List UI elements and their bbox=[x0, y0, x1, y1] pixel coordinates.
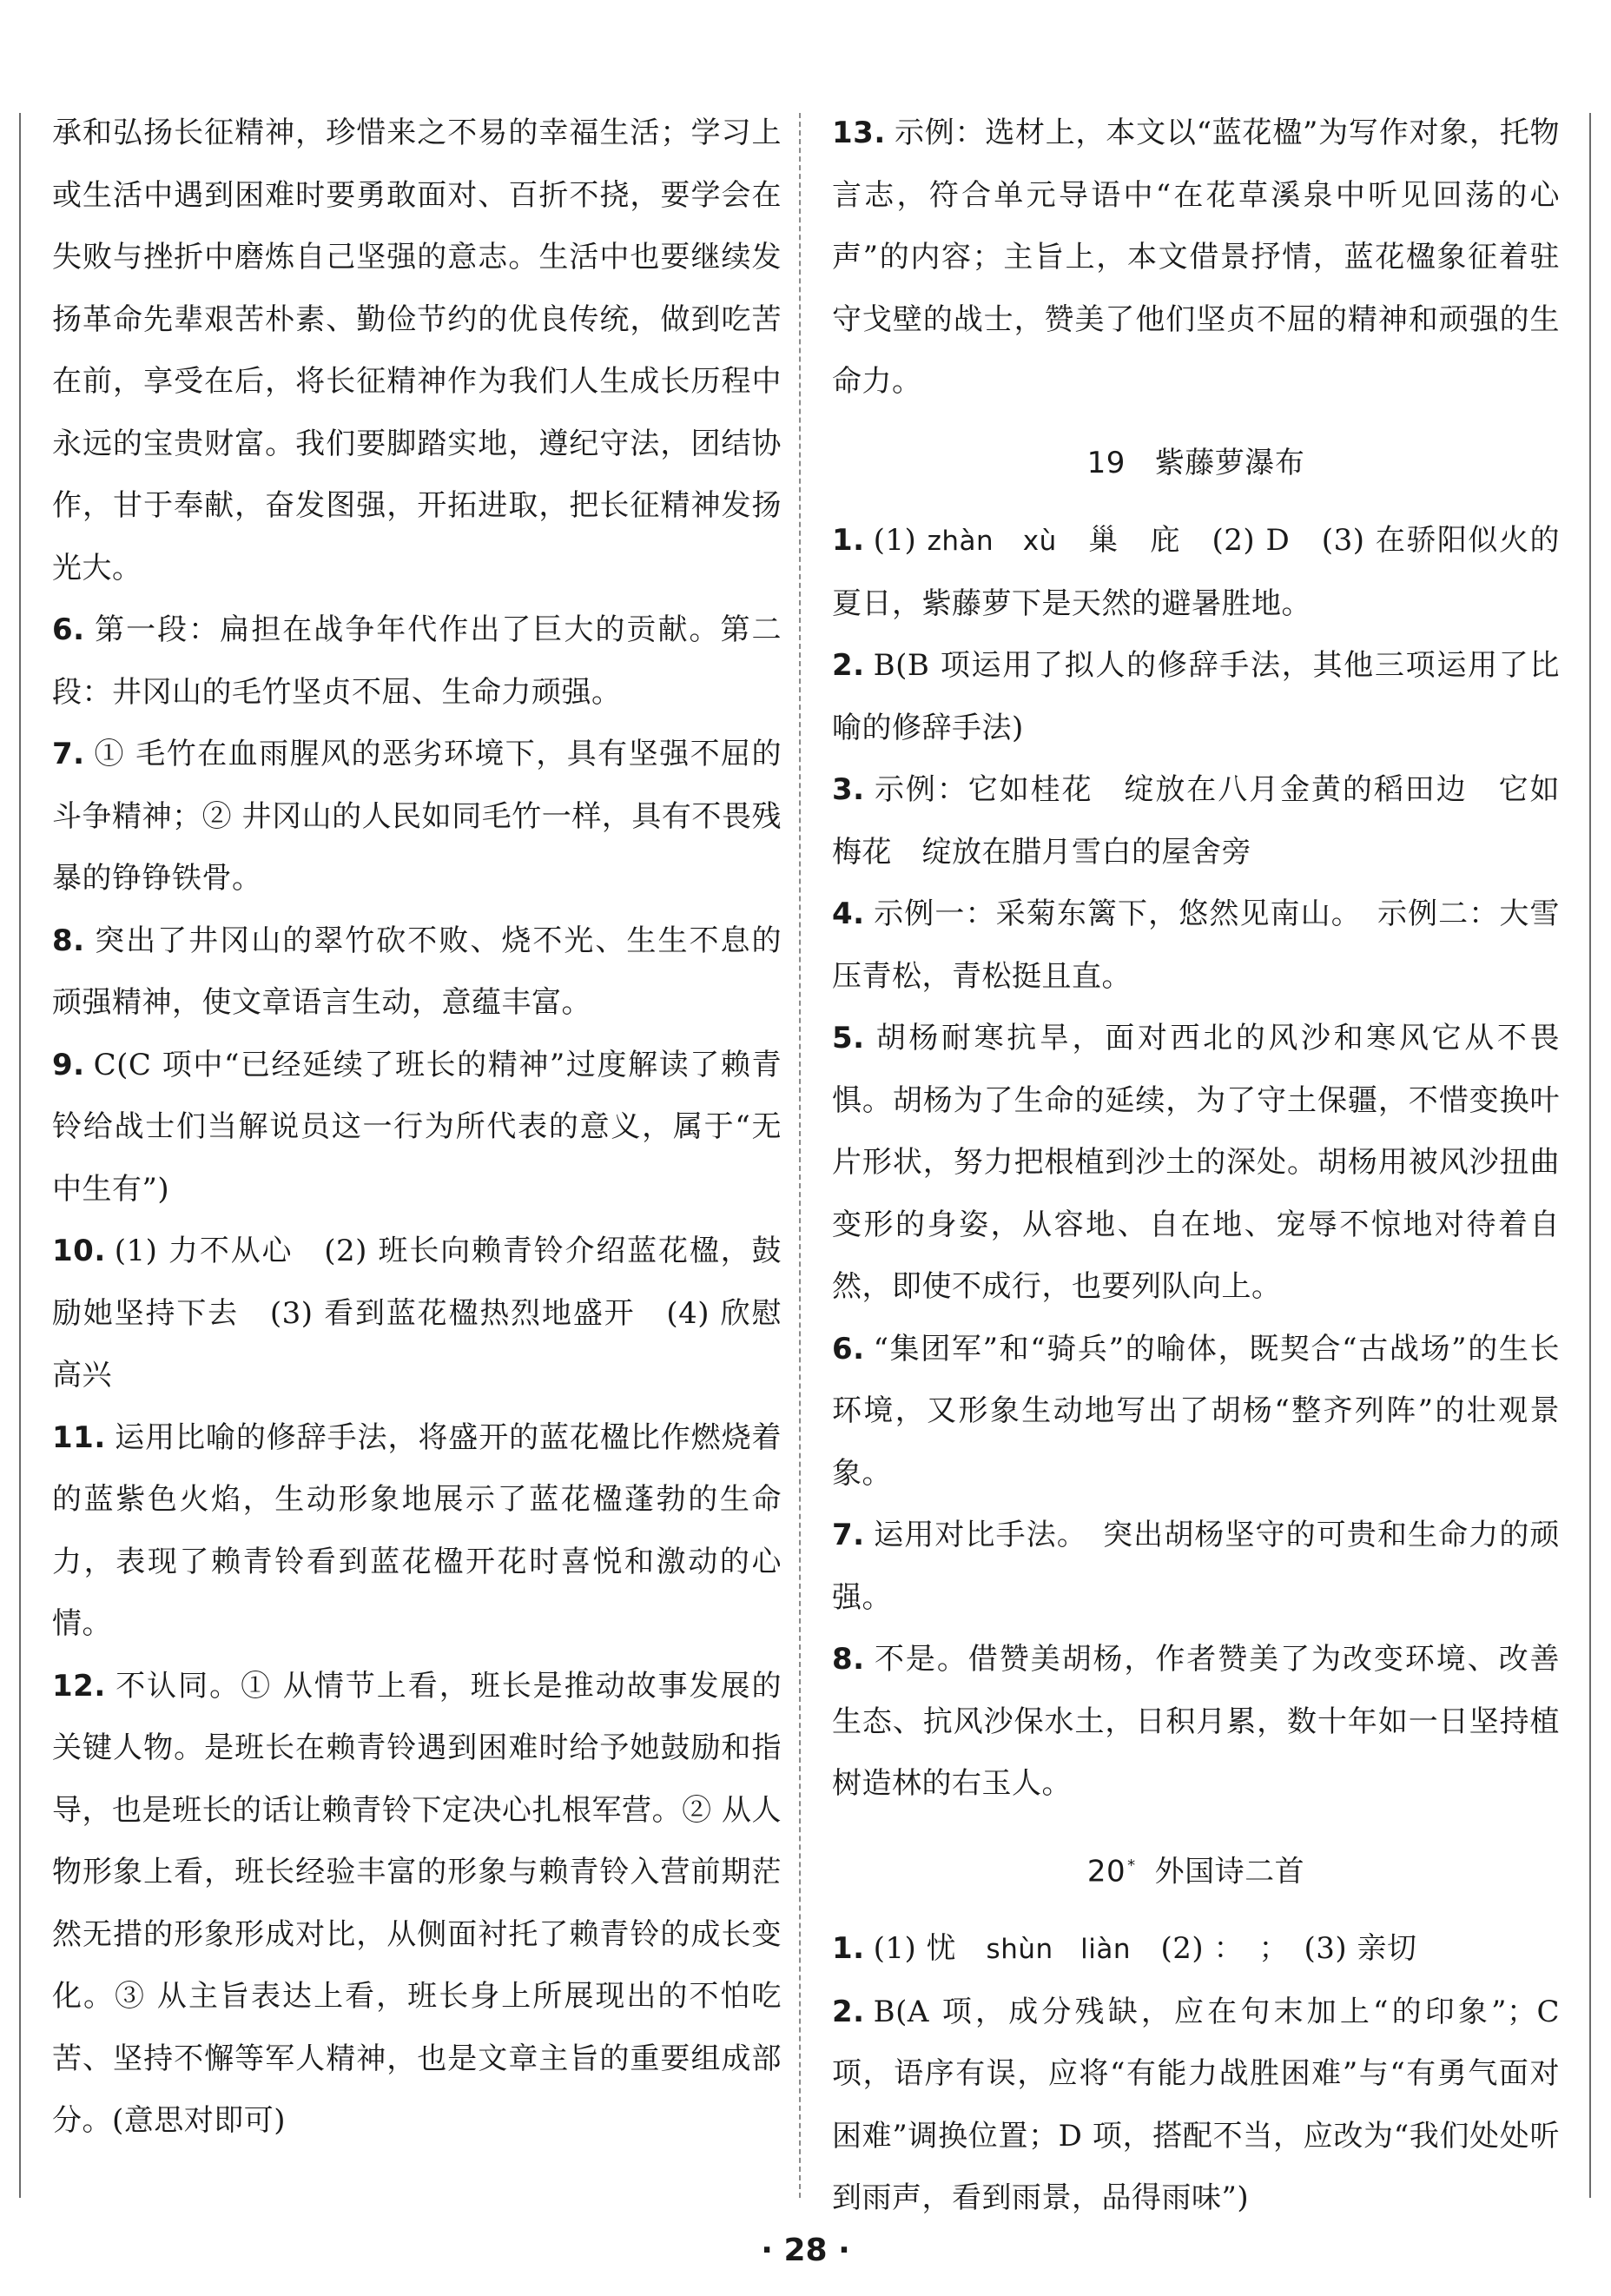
s19-answer-5: 5. 胡杨耐寒抗旱，面对西北的风沙和寒风它从不畏惧。胡杨为了生命的延续，为了守土保疆，不惜变换叶片形状，努力把根植到沙土的深处。胡杨用被风沙扭曲变形的身姿，从容地、自在地、宠辱不惊地对待着自然，即使不成行，也要列队向上。 bbox=[832, 1021, 1560, 1304]
s19-answer-2: 2. B(B 项运用了拟人的修辞手法，其他三项运用了比喻的修辞手法) bbox=[832, 648, 1560, 745]
section-heading-20: 20 * 外国诗二首 bbox=[1086, 1853, 1305, 1889]
left-margin-rule bbox=[19, 113, 21, 2198]
column-divider bbox=[799, 113, 801, 2198]
answer-12: 12. 不认同。① 从情节上看，班长是推动故事发展的关键人物。是班长在赖青铃遇到困难时给予她鼓励和指导，也是班长的话让赖青铃下定决心扎根军营。② 从人物形象上看，班长经验丰富的形象与赖青铃入营前期茫然无措的形象形成对比，从侧面衬托了赖青铃的成长变化。③ 从主旨表达上看，班长身上所展现出的不怕吃苦、坚持不懈等军人精神，也是文章主旨的重要组成部分。(意思对即可) bbox=[52, 1668, 782, 2138]
s20-answer-1: 1. (1) 忧 shùn liàn (2) ： ； (3) 亲切 bbox=[832, 1931, 1417, 1967]
section-heading-19: 19 紫藤萝瀑布 bbox=[1086, 445, 1305, 480]
left-intro-paragraph: 承和弘扬长征精神，珍惜来之不易的幸福生活；学习上或生活中遇到困难时要勇敢面对、百折不挠，要学会在失败与挫折中磨炼自己坚强的意志。生活中也要继续发扬革命先辈艰苦朴素、勤俭节约的优良传统，做到吃苦在前，享受在后，将长征精神作为我们人生成长历程中永远的宝贵财富。我们要脚踏实地，遵纪守法，团结协作，甘于奉献，奋发图强，开拓进取，把长征精神发扬光大。 bbox=[52, 116, 782, 586]
right-column bbox=[832, 103, 1560, 2230]
s19-answer-8: 8. 不是。借赞美胡杨，作者赞美了为改变环境、改善生态、抗风沙保水土，日积月累，数十年如一日坚持植树造林的右玉人。 bbox=[832, 1642, 1560, 1801]
s19-answer-7: 7. 运用对比手法。 突出胡杨坚守的可贵和生命力的顽强。 bbox=[832, 1518, 1560, 1615]
s19-answer-3: 3. 示例：它如桂花 绽放在八月金黄的稻田边 它如梅花 绽放在腊月雪白的屋舍旁 bbox=[832, 772, 1560, 870]
answer-10: 10. (1) 力不从心 (2) 班长向赖青铃介绍蓝花楹，鼓励她坚持下去 (3) 看到蓝花楹热烈地盛开 (4) 欣慰高兴 bbox=[52, 1234, 782, 1393]
answer-13: 13. 示例：选材上，本文以“蓝花楹”为写作对象，托物言志，符合单元导语中“在花草溪泉中听见回荡的心声”的内容；主旨上，本文借景抒情，蓝花楹象征着驻守戈壁的战士，赞美了他们坚贞不屈的精神和顽强的生命力。 bbox=[832, 116, 1560, 399]
answer-6: 6. 第一段：扁担在战争年代作出了巨大的贡献。第二段：井冈山的毛竹坚贞不屈、生命力顽强。 bbox=[52, 612, 782, 710]
s19-answer-4: 4. 示例一：采菊东篱下，悠然见南山。 示例二：大雪压青松，青松挺且直。 bbox=[832, 897, 1560, 994]
answer-11: 11. 运用比喻的修辞手法，将盛开的蓝花楹比作燃烧着的蓝紫色火焰，生动形象地展示了蓝花楹蓬勃的生命力，表现了赖青铃看到蓝花楹开花时喜悦和激动的心情。 bbox=[52, 1419, 782, 1641]
s20-answer-2: 2. B(A 项，成分残缺，应在句末加上“的印象”；C 项，语序有误，应将“有能力战胜困难”与“有勇气面对困难”调换位置；D 项，搭配不当，应改为“我们处处听到雨声，看到雨景，品得雨味”) bbox=[832, 1994, 1560, 2216]
answer-9: 9. C(C 项中“已经延续了班长的精神”过度解读了赖青铃给战士们当解说员这一行为所代表的意义，属于“无中生有”) bbox=[52, 1047, 782, 1207]
page-number: · 28 · bbox=[761, 2233, 850, 2268]
left-column bbox=[52, 103, 782, 2153]
s19-answer-1: 1. (1) zhàn xù 巢 庇 (2) D (3) 在骄阳似火的夏日，紫藤萝下是天然的避暑胜地。 bbox=[832, 523, 1561, 621]
answer-8: 8. 突出了井冈山的翠竹砍不败、烧不光、生生不息的顽强精神，使文章语言生动，意蕴丰富。 bbox=[52, 923, 782, 1020]
right-margin-rule bbox=[1589, 113, 1591, 2198]
s19-answer-6: 6. “集团军”和“骑兵”的喻体，既契合“古战场”的生长环境，又形象生动地写出了胡杨“整齐列阵”的壮观景象。 bbox=[832, 1331, 1560, 1491]
answer-7: 7. ① 毛竹在血雨腥风的恶劣环境下，具有坚强不屈的斗争精神；② 井冈山的人民如同毛竹一样，具有不畏残暴的铮铮铁骨。 bbox=[52, 737, 782, 896]
